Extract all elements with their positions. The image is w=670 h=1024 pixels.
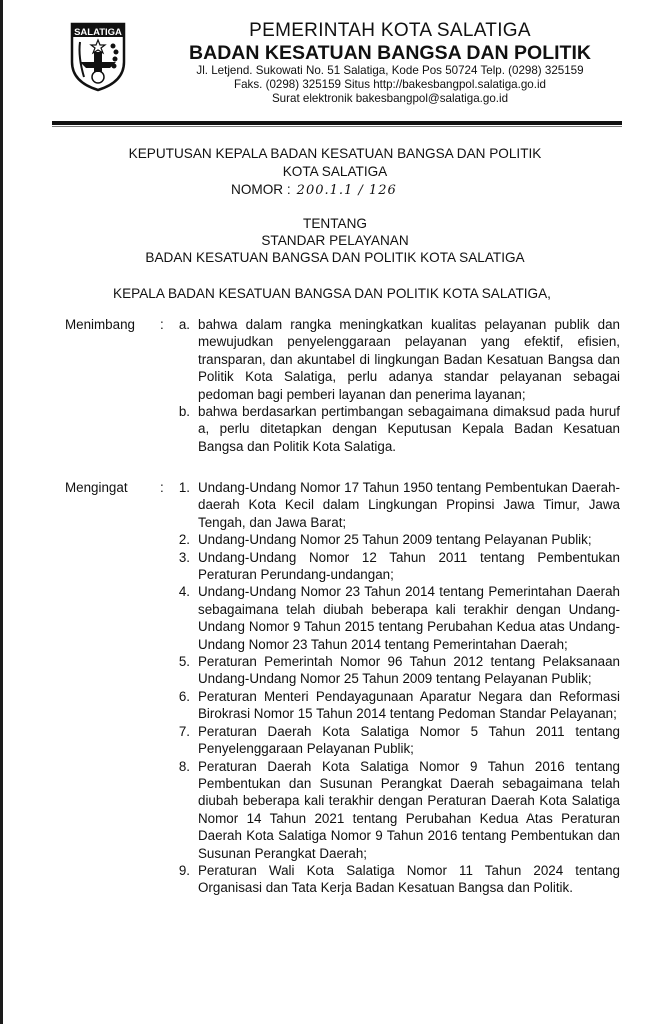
list-item	[65, 653, 645, 688]
item-marker: 4.	[178, 584, 190, 600]
subject-line-2: BADAN KESATUAN BANGSA DAN POLITIK KOTA SALATIGA	[145, 250, 525, 265]
item-marker: 9.	[178, 862, 190, 878]
list-item	[65, 403, 645, 455]
item-marker: 5.	[178, 654, 190, 670]
item-text: Peraturan Wali Kota Salatiga Nomor 11 Tahun 2024 tentang Organisasi dan Tata Kerja Badan Kesatuan Bangsa dan Politik.	[198, 862, 620, 896]
decree-title-line-2: KOTA SALATIGA	[282, 164, 388, 179]
item-text: Peraturan Daerah Kota Salatiga Nomor 9 Tahun 2016 tentang Pembentukan dan Susunan Perangkat Daerah sebagaimana telah diubah beberapa kali terakhir dengan Peraturan Daerah Kota Salatiga Nomor 14 Tahun 2021 tentang Perubahan Kedua Atas Peraturan Daerah Kota Salatiga Nomor 9 Tahun 2016 tentang Pembentukan dan Susunan Perangkat Daerah;	[198, 758, 620, 861]
letterhead	[140, 20, 640, 106]
menimbang-label: Menimbang	[65, 317, 135, 332]
agency-fax-website: Faks. (0298) 325159 Situs http://bakesbangpol.salatiga.go.id	[234, 78, 546, 91]
tentang-heading: TENTANG	[303, 216, 367, 231]
item-marker: 7.	[178, 723, 190, 739]
agency-name: BADAN KESATUAN BANGSA DAN POLITIK	[189, 42, 591, 64]
item-marker: 3.	[178, 549, 190, 565]
item-marker: a.	[178, 317, 190, 332]
government-name: PEMERINTAH KOTA SALATIGA	[249, 20, 531, 41]
item-text: Undang-Undang Nomor 12 Tahun 2011 tentang Pembentukan Peraturan Perundang-undangan;	[198, 549, 620, 583]
item-text: Peraturan Menteri Pendayagunaan Aparatur Negara dan Reformasi Birokrasi Nomor 15 Tahun 2014 tentang Pedoman Standar Pelayanan;	[198, 688, 620, 722]
svg-text:SALATIGA: SALATIGA	[74, 27, 122, 38]
agency-email: Surat elektronik bakesbangpol@salatiga.go.id	[271, 92, 509, 105]
shield-emblem-icon	[70, 22, 126, 92]
item-text: Undang-Undang Nomor 23 Tahun 2014 tentang Pemerintahan Daerah sebagaimana telah diubah beberapa kali terakhir dengan Undang-Undang Nomor 9 Tahun 2015 tentang Perubahan Kedua atas Undang-Undang Nomor 23 Tahun 2014 tentang Pemerintahan Daerah;	[198, 584, 620, 652]
item-text: Peraturan Daerah Kota Salatiga Nomor 5 Tahun 2011 tentang Penyelenggaraan Pelayanan Publik;	[198, 723, 620, 757]
list-item	[65, 688, 645, 723]
item-marker: 1.	[178, 480, 190, 495]
agency-address: Jl. Letjend. Sukowati No. 51 Salatiga, Kode Pos 50724 Telp. (0298) 325159	[196, 64, 584, 77]
item-marker: 8.	[178, 758, 190, 774]
list-item: Menimbang : a. bahwa dalam rangka meningkatkan kualitas pelayanan publik dan mewujudkan penyelenggaraan pelayanan yang efektif, efisien, transparan, dan akuntabel di lingkungan Badan Kesatuan Bangsa dan Politik Kota Salatiga, perlu adanya standar pelayanan sebagai pedoman bagi pemberi layanan dan penerima layanan;	[65, 317, 620, 402]
menimbang-section	[65, 316, 645, 455]
list-item	[65, 583, 645, 653]
nomor-handwritten-value: 200.1.1 / 126	[296, 183, 397, 198]
item-marker: 6.	[178, 688, 190, 704]
list-item: Mengingat : 1. Undang-Undang Nomor 17 Tahun 1950 tentang Pembentukan Daerah-daerah Kota Kecil dalam Lingkungan Propinsi Jawa Timur, Jawa Tengah, dan Jawa Barat;	[65, 480, 620, 530]
salatiga-coat-of-arms-logo	[70, 22, 126, 92]
list-item	[65, 531, 645, 548]
subject-line-1: STANDAR PELAYANAN	[261, 233, 409, 248]
decree-number	[231, 182, 397, 198]
item-text: bahwa berdasarkan pertimbangan sebagaimana dimaksud pada huruf a, perlu ditetapkan dengan Keputusan Kepala Badan Kesatuan Bangsa dan Politik Kota Salatiga.	[198, 404, 620, 454]
mengingat-label: Mengingat	[65, 480, 128, 495]
item-text: Undang-Undang Nomor 25 Tahun 2009 tentang Pelayanan Publik;	[198, 532, 592, 548]
list-item	[65, 862, 645, 897]
mengingat-section	[65, 479, 645, 897]
list-item	[65, 758, 645, 862]
item-text: Undang-Undang Nomor 17 Tahun 1950 tentang Pembentukan Daerah-daerah Kota Kecil dalam Lingkungan Propinsi Jawa Timur, Jawa Tengah, dan Jawa Barat;	[198, 480, 620, 530]
item-marker: b.	[178, 404, 190, 420]
item-text: Peraturan Pemerintah Nomor 96 Tahun 2012 tentang Pelaksanaan Undang-Undang Nomor 25 Tahun 2009 tentang Pelayanan Publik;	[198, 654, 620, 687]
list-item	[65, 723, 645, 758]
list-item	[65, 549, 645, 584]
item-marker: 2.	[178, 532, 190, 548]
letterhead-divider	[52, 121, 622, 125]
issuer-line: KEPALA BADAN KESATUAN BANGSA DAN POLITIK KOTA SALATIGA,	[113, 286, 551, 301]
letterhead-divider-thin	[52, 126, 622, 127]
nomor-label: NOMOR :	[231, 182, 291, 197]
decree-title-line-1: KEPUTUSAN KEPALA BADAN KESATUAN BANGSA DAN POLITIK	[128, 146, 542, 161]
item-text: bahwa dalam rangka meningkatkan kualitas pelayanan publik dan mewujudkan penyelenggaraan pelayanan yang efektif, efisien, transparan, dan akuntabel di lingkungan Badan Kesatuan Bangsa dan Politik Kota Salatiga, perlu adanya standar pelayanan sebagai pedoman bagi pemberi layanan dan penerima layanan;	[198, 317, 620, 402]
